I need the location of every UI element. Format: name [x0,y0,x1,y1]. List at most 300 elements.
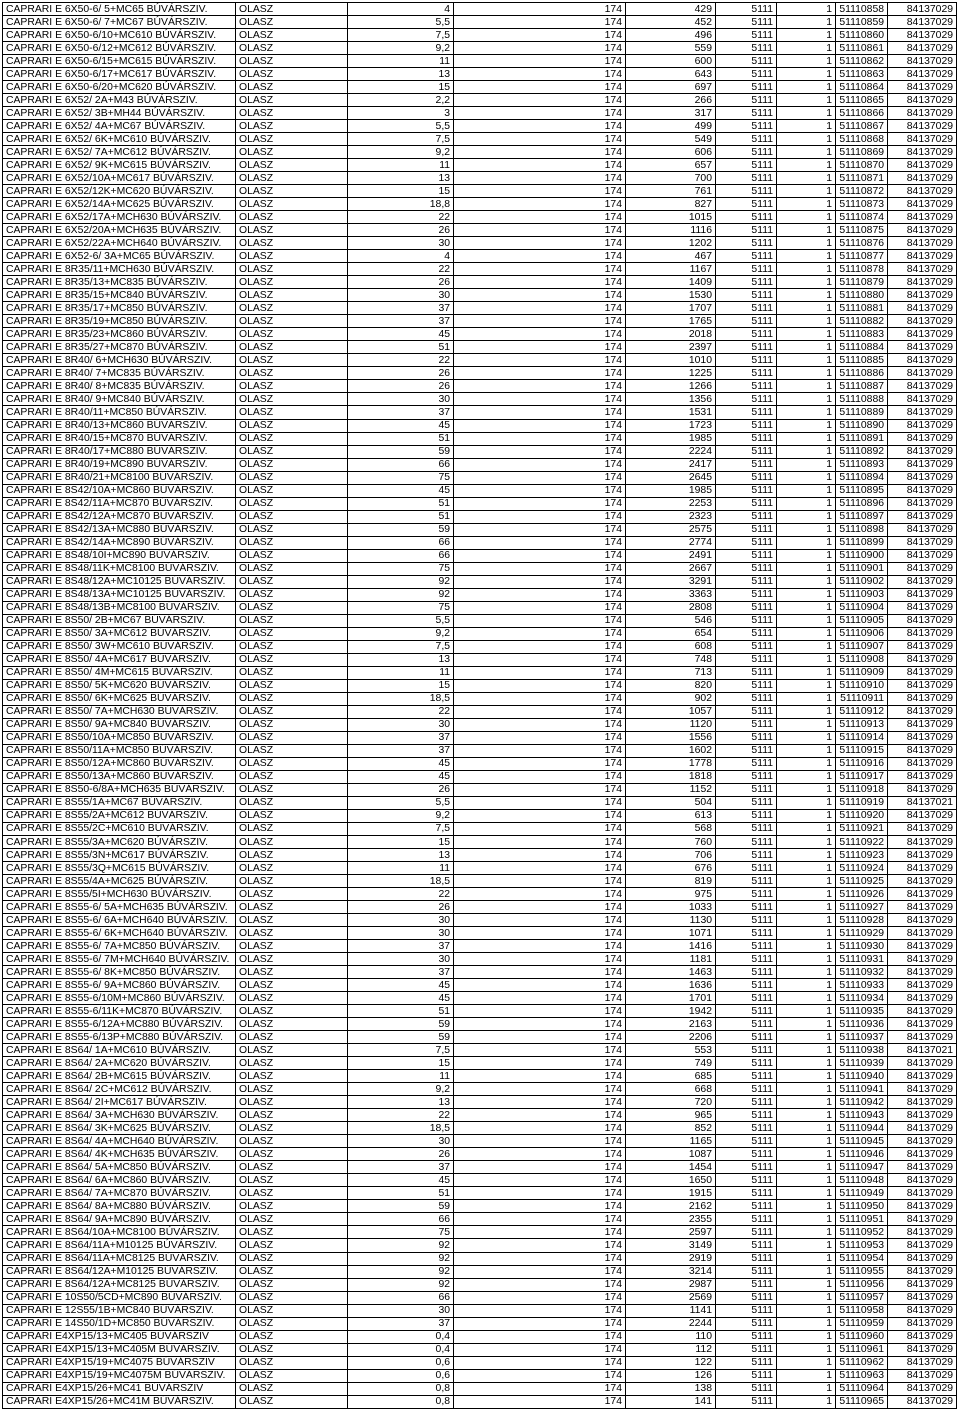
price-cell: 2244 [626,1317,716,1330]
customs-code-cell: 84137029 [888,42,957,55]
power-cell: 92 [348,588,454,601]
customs-code-cell: 84137029 [888,16,957,29]
table-row [3,940,957,953]
article-number-cell: 51110928 [836,914,888,927]
power-cell: 26 [348,276,454,289]
customs-code-cell: 84137029 [888,484,957,497]
article-number-cell: 51110922 [836,836,888,849]
table-row [3,796,957,809]
qty-cell: 1 [777,315,836,328]
qty-cell: 1 [777,1109,836,1122]
group-cell: 5111 [716,1239,777,1252]
product-name-cell: CAPRARI E 6X52/ 9K+MC615 BÚVÁRSZIV. [3,159,236,172]
table-row [3,653,957,666]
table-row [3,302,957,315]
table-row [3,29,957,42]
code-cell: 174 [454,1291,626,1304]
qty-cell: 1 [777,133,836,146]
code-cell: 174 [454,953,626,966]
price-cell: 819 [626,875,716,888]
code-cell: 174 [454,1395,626,1408]
code-cell: 174 [454,471,626,484]
table-row [3,146,957,159]
origin-cell: OLASZ [236,1018,348,1031]
power-cell: 30 [348,953,454,966]
power-cell: 22 [348,705,454,718]
customs-code-cell: 84137029 [888,849,957,862]
article-number-cell: 51110923 [836,849,888,862]
product-name-cell: CAPRARI E 8S55-6/ 9A+MC860 BÚVÁRSZIV. [3,979,236,992]
origin-cell: OLASZ [236,875,348,888]
price-cell: 1915 [626,1187,716,1200]
product-name-cell: CAPRARI E 6X52/20A+MCH635 BÚVÁRSZIV. [3,224,236,237]
product-name-cell: CAPRARI E 8R40/13+MC860 BÚVÁRSZIV. [3,419,236,432]
group-cell: 5111 [716,341,777,354]
customs-code-cell: 84137029 [888,198,957,211]
qty-cell: 1 [777,1161,836,1174]
product-name-cell: CAPRARI E 6X52/22A+MCH640 BÚVÁRSZIV. [3,237,236,250]
origin-cell: OLASZ [236,1148,348,1161]
code-cell: 174 [454,809,626,822]
price-cell: 975 [626,888,716,901]
product-name-cell: CAPRARI E 8S42/13A+MC880 BÚVÁRSZIV. [3,523,236,536]
origin-cell: OLASZ [236,29,348,42]
qty-cell: 1 [777,627,836,640]
price-cell: 1602 [626,744,716,757]
customs-code-cell: 84137029 [888,315,957,328]
product-name-cell: CAPRARI E 8S64/12A+M10125 BÚVÁRSZIV. [3,1265,236,1278]
table-row [3,1278,957,1291]
qty-cell: 1 [777,1148,836,1161]
product-name-cell: CAPRARI E4XP15/26+MC41 BÚVÁRSZIV [3,1382,236,1395]
origin-cell: OLASZ [236,1213,348,1226]
product-name-cell: CAPRARI E 6X50-6/10+MC610 BÚVÁRSZIV. [3,29,236,42]
product-name-cell: CAPRARI E 6X52/ 2A+M43 BÚVÁRSZIV. [3,94,236,107]
origin-cell: OLASZ [236,614,348,627]
product-name-cell: CAPRARI E 8R35/19+MC850 BÚVÁRSZIV. [3,315,236,328]
table-row [3,380,957,393]
group-cell: 5111 [716,1395,777,1408]
code-cell: 174 [454,1174,626,1187]
origin-cell: OLASZ [236,250,348,263]
qty-cell: 1 [777,81,836,94]
customs-code-cell: 84137029 [888,1148,957,1161]
origin-cell: OLASZ [236,1252,348,1265]
origin-cell: OLASZ [236,927,348,940]
product-name-cell: CAPRARI E 8R35/13+MC835 BÚVÁRSZIV. [3,276,236,289]
code-cell: 174 [454,354,626,367]
product-name-cell: CAPRARI E 8S64/12A+MC8125 BÚVÁRSZIV. [3,1278,236,1291]
code-cell: 174 [454,185,626,198]
product-name-cell: CAPRARI E 8S64/10A+MC8100 BÚVÁRSZIV. [3,1226,236,1239]
code-cell: 174 [454,927,626,940]
code-cell: 174 [454,744,626,757]
customs-code-cell: 84137029 [888,966,957,979]
table-row [3,445,957,458]
code-cell: 174 [454,536,626,549]
price-cell: 613 [626,809,716,822]
customs-code-cell: 84137029 [888,757,957,770]
price-cell: 902 [626,692,716,705]
table-row [3,1174,957,1187]
price-cell: 820 [626,679,716,692]
product-name-cell: CAPRARI E 12S55/1B+MC840 BÚVÁRSZIV. [3,1304,236,1317]
price-cell: 1531 [626,406,716,419]
code-cell: 174 [454,783,626,796]
customs-code-cell: 84137029 [888,471,957,484]
product-name-cell: CAPRARI E 8R35/27+MC870 BÚVÁRSZIV. [3,341,236,354]
article-number-cell: 51110935 [836,1005,888,1018]
product-name-cell: CAPRARI E 8R40/ 8+MC835 BÚVÁRSZIV. [3,380,236,393]
article-number-cell: 51110957 [836,1291,888,1304]
qty-cell: 1 [777,1083,836,1096]
qty-cell: 1 [777,1291,836,1304]
product-name-cell: CAPRARI E 8R40/15+MC870 BÚVÁRSZIV. [3,432,236,445]
customs-code-cell: 84137029 [888,1057,957,1070]
code-cell: 174 [454,666,626,679]
table-row [3,1291,957,1304]
code-cell: 174 [454,445,626,458]
article-number-cell: 51110915 [836,744,888,757]
group-cell: 5111 [716,549,777,562]
power-cell: 51 [348,432,454,445]
code-cell: 174 [454,107,626,120]
qty-cell: 1 [777,510,836,523]
origin-cell: OLASZ [236,94,348,107]
table-row [3,1304,957,1317]
power-cell: 66 [348,549,454,562]
origin-cell: OLASZ [236,966,348,979]
group-cell: 5111 [716,380,777,393]
customs-code-cell: 84137029 [888,770,957,783]
qty-cell: 1 [777,419,836,432]
power-cell: 30 [348,1304,454,1317]
customs-code-cell: 84137029 [888,263,957,276]
group-cell: 5111 [716,1148,777,1161]
customs-code-cell: 84137029 [888,1265,957,1278]
price-cell: 1650 [626,1174,716,1187]
group-cell: 5111 [716,1044,777,1057]
power-cell: 51 [348,1005,454,1018]
price-cell: 706 [626,849,716,862]
product-name-cell: CAPRARI E 8S42/12A+MC870 BÚVÁRSZIV. [3,510,236,523]
price-cell: 559 [626,42,716,55]
code-cell: 174 [454,250,626,263]
product-name-cell: CAPRARI E 8R40/ 6+MCH630 BÚVÁRSZIV. [3,354,236,367]
origin-cell: OLASZ [236,822,348,835]
power-cell: 26 [348,901,454,914]
price-cell: 2253 [626,497,716,510]
product-name-cell: CAPRARI E 8S64/ 9A+MC890 BÚVÁRSZIV. [3,1213,236,1226]
customs-code-cell: 84137029 [888,523,957,536]
article-number-cell: 51110962 [836,1356,888,1369]
article-number-cell: 51110893 [836,458,888,471]
power-cell: 37 [348,315,454,328]
table-row [3,1200,957,1213]
price-cell: 2575 [626,523,716,536]
article-number-cell: 51110908 [836,653,888,666]
table-row [3,914,957,927]
power-cell: 0,4 [348,1343,454,1356]
group-cell: 5111 [716,757,777,770]
power-cell: 37 [348,1161,454,1174]
customs-code-cell: 84137029 [888,1330,957,1343]
article-number-cell: 51110937 [836,1031,888,1044]
product-name-cell: CAPRARI E 8S55/3N+MC617 BÚVÁRSZIV. [3,849,236,862]
qty-cell: 1 [777,1226,836,1239]
origin-cell: OLASZ [236,1291,348,1304]
code-cell: 174 [454,146,626,159]
price-cell: 3149 [626,1239,716,1252]
group-cell: 5111 [716,653,777,666]
origin-cell: OLASZ [236,289,348,302]
group-cell: 5111 [716,55,777,68]
product-name-cell: CAPRARI E 6X52/ 7A+MC612 BÚVÁRSZIV. [3,146,236,159]
article-number-cell: 51110859 [836,16,888,29]
article-number-cell: 51110884 [836,341,888,354]
table-row [3,120,957,133]
qty-cell: 1 [777,1330,836,1343]
customs-code-cell: 84137029 [888,133,957,146]
origin-cell: OLASZ [236,1005,348,1018]
group-cell: 5111 [716,940,777,953]
product-name-cell: CAPRARI E 8S64/ 2C+MC612 BÚVÁRSZIV. [3,1083,236,1096]
price-cell: 1141 [626,1304,716,1317]
price-cell: 1116 [626,224,716,237]
table-row [3,1382,957,1395]
power-cell: 9,2 [348,809,454,822]
origin-cell: OLASZ [236,757,348,770]
qty-cell: 1 [777,1317,836,1330]
table-row [3,55,957,68]
customs-code-cell: 84137029 [888,341,957,354]
qty-cell: 1 [777,1174,836,1187]
group-cell: 5111 [716,1252,777,1265]
power-cell: 45 [348,484,454,497]
customs-code-cell: 84137029 [888,731,957,744]
origin-cell: OLASZ [236,211,348,224]
table-row [3,1226,957,1239]
origin-cell: OLASZ [236,940,348,953]
article-number-cell: 51110912 [836,705,888,718]
group-cell: 5111 [716,133,777,146]
price-cell: 608 [626,640,716,653]
power-cell: 13 [348,849,454,862]
code-cell: 174 [454,940,626,953]
price-cell: 1778 [626,757,716,770]
price-cell: 1530 [626,289,716,302]
table-row [3,953,957,966]
origin-cell: OLASZ [236,198,348,211]
table-row [3,1057,957,1070]
table-row [3,979,957,992]
group-cell: 5111 [716,1109,777,1122]
power-cell: 0,6 [348,1356,454,1369]
customs-code-cell: 84137029 [888,29,957,42]
customs-code-cell: 84137029 [888,1317,957,1330]
article-number-cell: 51110873 [836,198,888,211]
product-name-cell: CAPRARI E 8S50/13A+MC860 BÚVÁRSZIV. [3,770,236,783]
group-cell: 5111 [716,1356,777,1369]
code-cell: 174 [454,315,626,328]
group-cell: 5111 [716,42,777,55]
group-cell: 5111 [716,3,777,16]
qty-cell: 1 [777,588,836,601]
article-number-cell: 51110914 [836,731,888,744]
article-number-cell: 51110883 [836,328,888,341]
product-name-cell: CAPRARI E 8S48/11K+MC8100 BÚVÁRSZIV. [3,562,236,575]
product-name-cell: CAPRARI E 8S55-6/ 6K+MCH640 BÚVÁRSZIV. [3,927,236,940]
origin-cell: OLASZ [236,1265,348,1278]
qty-cell: 1 [777,549,836,562]
power-cell: 30 [348,289,454,302]
power-cell: 75 [348,471,454,484]
code-cell: 174 [454,614,626,627]
table-row [3,849,957,862]
table-row [3,1135,957,1148]
code-cell: 174 [454,211,626,224]
group-cell: 5111 [716,1057,777,1070]
table-row [3,770,957,783]
code-cell: 174 [454,836,626,849]
group-cell: 5111 [716,705,777,718]
group-cell: 5111 [716,16,777,29]
article-number-cell: 51110860 [836,29,888,42]
power-cell: 9,2 [348,42,454,55]
table-body [3,3,957,1409]
origin-cell: OLASZ [236,133,348,146]
article-number-cell: 51110878 [836,263,888,276]
price-cell: 1087 [626,1148,716,1161]
table-row [3,484,957,497]
price-cell: 3214 [626,1265,716,1278]
product-name-cell: CAPRARI E 6X52/ 4A+MC67 BÚVÁRSZIV. [3,120,236,133]
product-name-cell: CAPRARI E 8S64/ 2B+MC615 BÚVÁRSZIV. [3,1070,236,1083]
table-row [3,1395,957,1408]
qty-cell: 1 [777,718,836,731]
code-cell: 174 [454,276,626,289]
qty-cell: 1 [777,1252,836,1265]
code-cell: 174 [454,120,626,133]
power-cell: 0,6 [348,1369,454,1382]
price-cell: 3291 [626,575,716,588]
customs-code-cell: 84137029 [888,888,957,901]
customs-code-cell: 84137029 [888,354,957,367]
origin-cell: OLASZ [236,640,348,653]
origin-cell: OLASZ [236,1057,348,1070]
code-cell: 174 [454,1278,626,1291]
product-name-cell: CAPRARI E 8S64/ 5A+MC850 BÚVÁRSZIV. [3,1161,236,1174]
code-cell: 174 [454,1265,626,1278]
group-cell: 5111 [716,94,777,107]
group-cell: 5111 [716,107,777,120]
group-cell: 5111 [716,1174,777,1187]
code-cell: 174 [454,549,626,562]
article-number-cell: 51110924 [836,862,888,875]
origin-cell: OLASZ [236,914,348,927]
code-cell: 174 [454,1057,626,1070]
power-cell: 11 [348,159,454,172]
price-cell: 2355 [626,1213,716,1226]
table-row [3,549,957,562]
price-cell: 1416 [626,940,716,953]
group-cell: 5111 [716,979,777,992]
customs-code-cell: 84137029 [888,1070,957,1083]
article-number-cell: 51110930 [836,940,888,953]
product-name-cell: CAPRARI E 6X50-6/12+MC612 BÚVÁRSZIV. [3,42,236,55]
price-cell: 452 [626,16,716,29]
power-cell: 18,5 [348,692,454,705]
product-name-cell: CAPRARI E 8R35/11+MCH630 BÚVÁRSZIV. [3,263,236,276]
qty-cell: 1 [777,679,836,692]
group-cell: 5111 [716,888,777,901]
group-cell: 5111 [716,289,777,302]
table-row [3,172,957,185]
code-cell: 174 [454,1356,626,1369]
qty-cell: 1 [777,1122,836,1135]
customs-code-cell: 84137029 [888,692,957,705]
table-row [3,822,957,835]
origin-cell: OLASZ [236,862,348,875]
origin-cell: OLASZ [236,1330,348,1343]
article-number-cell: 51110955 [836,1265,888,1278]
article-number-cell: 51110907 [836,640,888,653]
table-row [3,705,957,718]
power-cell: 45 [348,757,454,770]
code-cell: 174 [454,1005,626,1018]
table-row [3,458,957,471]
code-cell: 174 [454,640,626,653]
group-cell: 5111 [716,1122,777,1135]
product-name-cell: CAPRARI E 8S64/ 4K+MCH635 BÚVÁRSZIV. [3,1148,236,1161]
table-row [3,666,957,679]
table-row [3,263,957,276]
table-row [3,185,957,198]
group-cell: 5111 [716,471,777,484]
table-row [3,1265,957,1278]
article-number-cell: 51110917 [836,770,888,783]
group-cell: 5111 [716,1226,777,1239]
article-number-cell: 51110958 [836,1304,888,1317]
power-cell: 45 [348,770,454,783]
code-cell: 174 [454,419,626,432]
table-row [3,393,957,406]
table-row [3,1187,957,1200]
qty-cell: 1 [777,224,836,237]
table-row [3,1213,957,1226]
group-cell: 5111 [716,1265,777,1278]
qty-cell: 1 [777,640,836,653]
origin-cell: OLASZ [236,315,348,328]
group-cell: 5111 [716,744,777,757]
table-row [3,1252,957,1265]
power-cell: 26 [348,367,454,380]
article-number-cell: 51110896 [836,497,888,510]
customs-code-cell: 84137029 [888,1122,957,1135]
table-row [3,16,957,29]
table-row [3,341,957,354]
qty-cell: 1 [777,692,836,705]
group-cell: 5111 [716,159,777,172]
customs-code-cell: 84137029 [888,875,957,888]
code-cell: 174 [454,393,626,406]
qty-cell: 1 [777,1343,836,1356]
origin-cell: OLASZ [236,601,348,614]
origin-cell: OLASZ [236,836,348,849]
origin-cell: OLASZ [236,1174,348,1187]
power-cell: 5,5 [348,614,454,627]
price-cell: 1266 [626,380,716,393]
